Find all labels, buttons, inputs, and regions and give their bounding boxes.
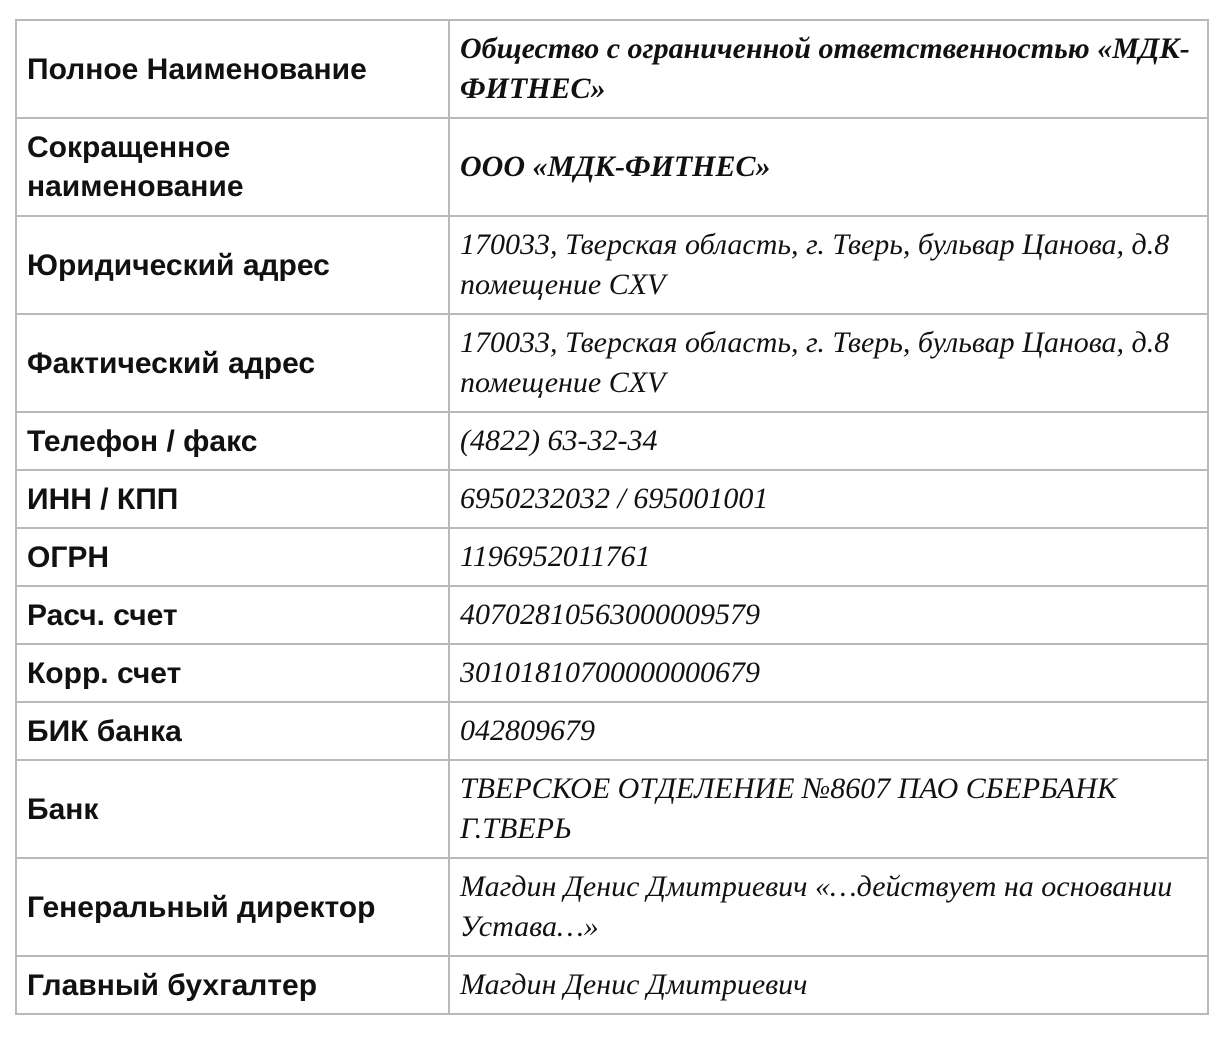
row-label: Банк (16, 760, 449, 858)
row-value: ООО «МДК-ФИТНЕС» (449, 118, 1208, 216)
row-value: Магдин Денис Дмитриевич «…действует на основании Устава…» (449, 858, 1208, 956)
row-value: 042809679 (449, 702, 1208, 760)
row-value: 6950232032 / 695001001 (449, 470, 1208, 528)
row-label: Полное Наименование (16, 20, 449, 118)
row-value: 30101810700000000679 (449, 644, 1208, 702)
row-actual-address (16, 314, 1208, 412)
row-label: ОГРН (16, 528, 449, 586)
row-chief-accountant (16, 956, 1208, 1014)
row-value: ТВЕРСКОЕ ОТДЕЛЕНИЕ №8607 ПАО СБЕРБАНК Г.ТВЕРЬ (449, 760, 1208, 858)
row-label: Генеральный директор (16, 858, 449, 956)
row-value: Общество с ограниченной ответственностью «МДК-ФИТНЕС» (449, 20, 1208, 118)
row-label: Сокращенное наименование (16, 118, 449, 216)
requisites-table (15, 19, 1209, 1015)
row-short-name (16, 118, 1208, 216)
row-label: Корр. счет (16, 644, 449, 702)
row-value: 170033, Тверская область, г. Тверь, бульвар Цанова, д.8 помещение CXV (449, 216, 1208, 314)
row-general-director (16, 858, 1208, 956)
row-settlement-account (16, 586, 1208, 644)
row-ogrn (16, 528, 1208, 586)
row-value: Магдин Денис Дмитриевич (449, 956, 1208, 1014)
row-inn-kpp (16, 470, 1208, 528)
row-value: (4822) 63-32-34 (449, 412, 1208, 470)
row-bank-bik (16, 702, 1208, 760)
row-legal-address (16, 216, 1208, 314)
row-label: Главный бухгалтер (16, 956, 449, 1014)
row-bank (16, 760, 1208, 858)
row-label: Фактический адрес (16, 314, 449, 412)
row-label: Юридический адрес (16, 216, 449, 314)
row-value: 1196952011761 (449, 528, 1208, 586)
row-full-name (16, 20, 1208, 118)
row-phone-fax (16, 412, 1208, 470)
row-label: ИНН / КПП (16, 470, 449, 528)
row-label: Телефон / факс (16, 412, 449, 470)
row-label: БИК банка (16, 702, 449, 760)
row-correspondent-account (16, 644, 1208, 702)
row-value: 170033, Тверская область, г. Тверь, бульвар Цанова, д.8 помещение CXV (449, 314, 1208, 412)
row-value: 40702810563000009579 (449, 586, 1208, 644)
row-label: Расч. счет (16, 586, 449, 644)
